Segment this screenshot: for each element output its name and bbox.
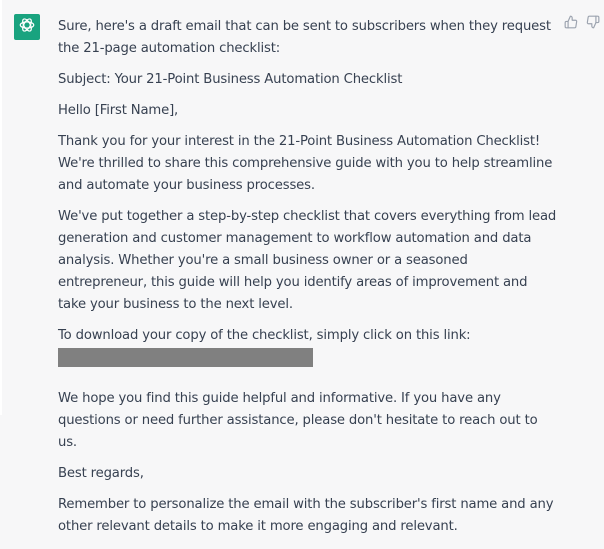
feedback-controls <box>564 14 600 28</box>
thumbs-down-icon[interactable] <box>586 14 600 28</box>
download-paragraph <box>58 325 558 367</box>
subject-line: Subject: Your 21-Point Business Automation Checklist <box>58 72 403 87</box>
greeting: Hello [First Name], <box>58 103 179 118</box>
thanks-paragraph: Thank you for your interest in the 21-Point Business Automation Checklist! We're thrilled to share this comprehensive guide with you to help streamline and automate your business processes. <box>58 134 553 193</box>
hope-paragraph: We hope you find this guide helpful and informative. If you have any questions or need further assistance, please don't hesitate to reach out to us. <box>58 391 538 450</box>
reminder-paragraph: Remember to personalize the email with the subscriber's first name and any other relevant details to make it more engaging and relevant. <box>58 497 554 534</box>
left-edge-strip <box>0 0 2 415</box>
thumbs-up-icon[interactable] <box>564 14 578 28</box>
signoff: Best regards, <box>58 466 144 481</box>
assistant-avatar <box>14 14 40 40</box>
body-paragraph: We've put together a step-by-step checklist that covers everything from lead generation and customer management to workflow automation and data analysis. Whether you're a small business owner or a seasoned entrepreneur, this guide will help you identify areas of improvement and take your business to the next level. <box>58 209 557 312</box>
redacted-link <box>58 348 313 367</box>
intro-paragraph: Sure, here's a draft email that can be sent to subscribers when they request the 21-page automation checklist: <box>58 19 551 56</box>
download-text: To download your copy of the checklist, simply click on this link: <box>58 328 471 343</box>
openai-logo-icon <box>18 16 36 38</box>
assistant-message <box>58 16 558 547</box>
